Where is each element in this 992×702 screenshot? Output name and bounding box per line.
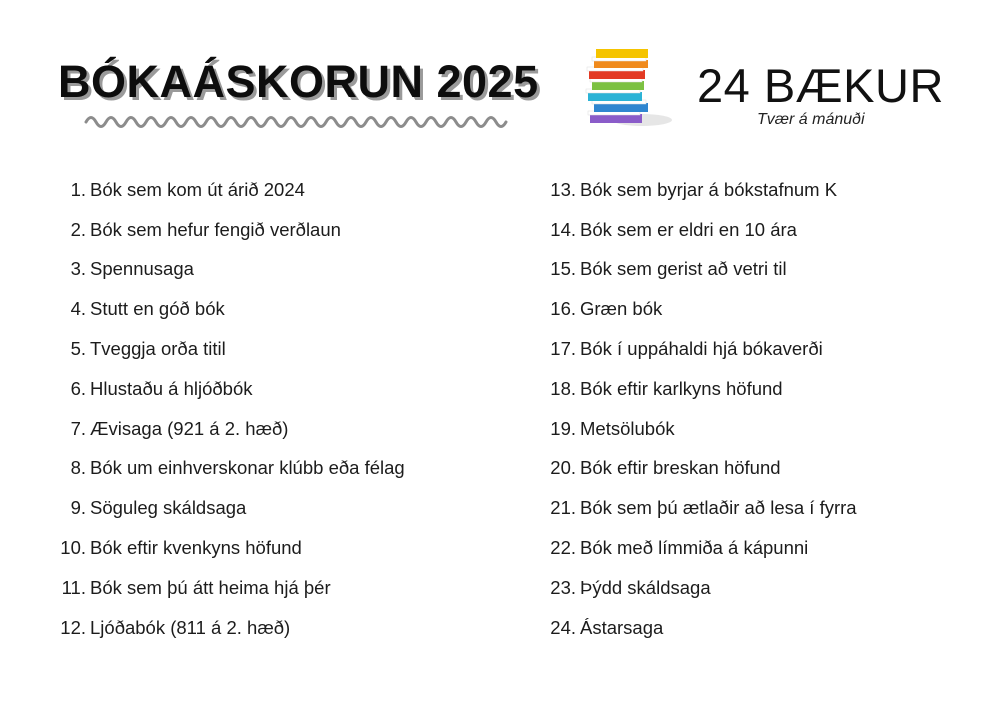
subtitle: Tvær á mánuði	[757, 111, 865, 128]
item-number: 11.	[61, 576, 86, 598]
item-number: 13.	[550, 178, 576, 200]
item-number: 4.	[70, 298, 86, 320]
item-label: Bók sem hefur fengið verðlaun	[90, 218, 341, 240]
item-label: Söguleg skáldsaga	[90, 497, 247, 519]
list-item	[540, 210, 857, 250]
item-label: Bók sem byrjar á bókstafnum K	[580, 178, 838, 200]
item-number: 18.	[550, 377, 576, 399]
item-label: Bók sem þú átt heima hjá þér	[90, 576, 331, 598]
item-number: 16.	[550, 298, 576, 320]
list-item	[540, 170, 857, 210]
item-label: Stutt en góð bók	[90, 298, 225, 320]
list-item	[50, 329, 405, 369]
item-label: Tveggja orða titil	[90, 338, 226, 360]
list-item	[50, 488, 405, 528]
item-label: Þýdd skáldsaga	[580, 576, 711, 598]
list-item	[540, 329, 857, 369]
item-number: 12.	[60, 616, 86, 638]
item-label: Bók sem er eldri en 10 ára	[580, 218, 797, 240]
list-item	[50, 289, 405, 329]
item-label: Ljóðabók (811 á 2. hæð)	[90, 616, 291, 638]
item-number: 2.	[70, 218, 86, 240]
item-label: Bók eftir breskan höfund	[580, 457, 781, 479]
item-number: 22.	[550, 537, 576, 559]
item-label: Bók sem þú ætlaðir að lesa í fyrra	[580, 497, 857, 519]
item-number: 17.	[550, 338, 576, 360]
list-item	[50, 568, 405, 608]
challenge-list-left	[50, 170, 405, 648]
item-label: Bók með límmiða á kápunni	[580, 537, 809, 559]
list-item	[540, 369, 857, 409]
list-item	[50, 369, 405, 409]
list-item	[50, 449, 405, 489]
list-item	[540, 289, 857, 329]
list-item	[50, 170, 405, 210]
item-label: Ævisaga (921 á 2. hæð)	[90, 417, 289, 439]
book-count-heading: 24 BÆKUR	[697, 59, 944, 112]
item-label: Bók um einhverskonar klúbb eða félag	[90, 457, 405, 479]
list-item	[540, 528, 857, 568]
list-item	[50, 210, 405, 250]
item-number: 23.	[550, 576, 576, 598]
page-title: BÓKAÁSKORUN 2025	[58, 56, 539, 107]
list-item	[50, 528, 405, 568]
item-number: 1.	[70, 178, 86, 200]
item-label: Metsölubók	[580, 417, 675, 439]
item-number: 9.	[70, 497, 86, 519]
item-label: Bók sem gerist að vetri til	[580, 258, 787, 280]
item-number: 19.	[550, 417, 576, 439]
item-label: Bók eftir karlkyns höfund	[580, 377, 783, 399]
list-item	[540, 608, 857, 648]
item-label: Græn bók	[580, 298, 663, 320]
item-label: Bók sem kom út árið 2024	[90, 178, 305, 200]
list-item	[540, 568, 857, 608]
challenge-list-right	[540, 170, 857, 648]
list-item	[50, 409, 405, 449]
item-number: 8.	[70, 457, 86, 479]
list-item	[540, 488, 857, 528]
list-item	[50, 608, 405, 648]
item-number: 10.	[60, 537, 86, 559]
list-item	[540, 250, 857, 290]
item-label: Spennusaga	[90, 258, 194, 280]
item-label: Bók í uppáhaldi hjá bókaverði	[580, 338, 823, 360]
item-number: 24.	[550, 616, 576, 638]
item-number: 5.	[70, 338, 86, 360]
item-number: 14.	[550, 218, 576, 240]
list-item	[540, 449, 857, 489]
item-label: Ástarsaga	[580, 616, 664, 638]
wavy-line-decoration-icon	[84, 112, 514, 128]
list-item	[50, 250, 405, 290]
stacked-books-icon	[580, 48, 676, 128]
item-number: 7.	[70, 417, 86, 439]
item-number: 21.	[550, 497, 576, 519]
item-number: 3.	[70, 258, 86, 280]
item-number: 20.	[550, 457, 576, 479]
item-number: 15.	[550, 258, 576, 280]
list-item	[540, 409, 857, 449]
item-label: Bók eftir kvenkyns höfund	[90, 537, 302, 559]
item-number: 6.	[70, 377, 86, 399]
item-label: Hlustaðu á hljóðbók	[90, 377, 253, 399]
